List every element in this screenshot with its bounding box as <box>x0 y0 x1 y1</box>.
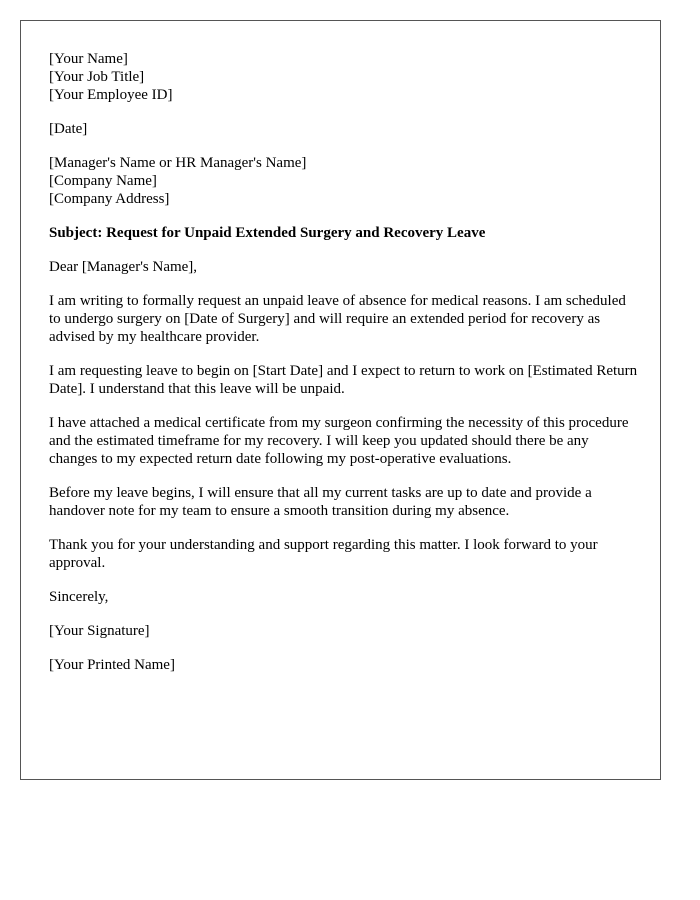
date-block <box>49 120 639 138</box>
paragraph-handover: Before my leave begins, I will ensure that all my current tasks are up to date and provide a handover note for my team to ensure a smooth transition during my absence. <box>49 485 592 519</box>
salutation: Dear [Manager's Name], <box>49 259 198 275</box>
salutation-block <box>49 258 639 276</box>
sender-employee-id: [Your Employee ID] <box>49 87 173 103</box>
letter-page <box>20 20 661 780</box>
recipient-company: [Company Name] <box>49 173 157 189</box>
sender-name: [Your Name] <box>49 51 128 67</box>
sender-block <box>49 50 639 104</box>
paragraph-medical-reason: I am writing to formally request an unpaid leave of absence for medical reasons. I am scheduled to undergo surgery on [Date of Surgery] and will require an extended period for recovery as advised by my healthcare provider. <box>49 293 626 345</box>
subject-line: Subject: Request for Unpaid Extended Surgery and Recovery Leave <box>49 225 486 241</box>
closing: Sincerely, <box>49 589 109 605</box>
recipient-address: [Company Address] <box>49 191 170 207</box>
printed-name-block <box>49 656 639 674</box>
printed-name: [Your Printed Name] <box>49 657 175 673</box>
recipient-manager: [Manager's Name or HR Manager's Name] <box>49 155 307 171</box>
letter-body <box>49 50 639 690</box>
signature-block <box>49 622 639 640</box>
signature: [Your Signature] <box>49 623 150 639</box>
paragraph-thanks: Thank you for your understanding and support regarding this matter. I look forward to your approval. <box>49 537 598 571</box>
subject-block <box>49 224 639 242</box>
letter-date: [Date] <box>49 121 88 137</box>
closing-block <box>49 588 639 606</box>
recipient-block <box>49 154 639 208</box>
paragraph-medical-certificate: I have attached a medical certificate from my surgeon confirming the necessity of this procedure and the estimated timeframe for my recovery. I will keep you updated should there be any changes to my expected return date following my post-operative evaluations. <box>49 415 629 467</box>
paragraph-leave-dates: I am requesting leave to begin on [Start Date] and I expect to return to work on [Estimated Return Date]. I understand that this leave will be unpaid. <box>49 363 638 397</box>
sender-job-title: [Your Job Title] <box>49 69 145 85</box>
